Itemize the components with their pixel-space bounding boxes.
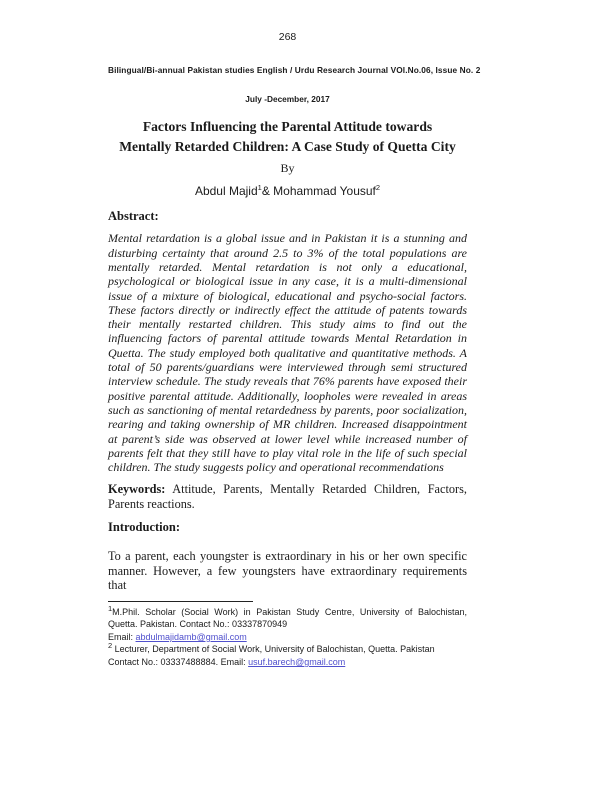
author-2-footnote-ref: 2 [375,183,381,193]
footnote-2-email-link[interactable]: usuf.barech@gmail.com [248,656,346,667]
issue-date: July -December, 2017 [245,94,330,104]
page-number: 268 [278,31,297,43]
footnote-1 [108,603,467,644]
abstract-heading: Abstract: [108,209,159,224]
footnote-1-marker: 1 [108,603,113,613]
journal-header: Bilingual/Bi-annual Pakistan studies English / Urdu Research Journal VOl.No.06, Issue No. 2 [108,65,481,75]
keywords-line [108,482,467,511]
byline: By [280,161,295,176]
footnote-1-email-label: Email: [108,631,136,642]
author-separator: & [261,184,274,199]
footnote-2-body: Lecturer, Department of Social Work, University of Balochistan, Quetta. Pakistan Contact No.: 03337488884. Email: [108,644,435,667]
footnote-2-marker: 2 [108,641,113,651]
author-2-name: Mohammad Yousuf [273,184,376,199]
introduction-text: To a parent, each youngster is extraordinary in his or her own specific manner. However, a few youngsters have extraordinary requirements that [108,549,467,593]
footnotes-block [108,603,467,669]
footnote-1-email-line [108,631,467,644]
footnote-1-body: M.Phil. Scholar (Social Work) in Pakistan Study Centre, University of Balochistan, Quetta. Pakistan. Contact No.: 03337870949 [108,606,467,630]
footnote-separator-rule [108,601,253,602]
author-1-name: Abdul Majid [194,184,258,199]
author-1-footnote-ref: 1 [257,183,262,193]
footnote-1-email-link[interactable]: abdulmajidamb@gmail.com [135,631,247,642]
article-title: Factors Influencing the Parental Attitude towards Mentally Retarded Children: A Case Study of Quetta City [119,119,456,154]
introduction-heading: Introduction: [108,520,181,535]
authors-line [108,184,467,198]
footnote-1-text [108,603,467,631]
abstract-text: Mental retardation is a global issue and in Pakistan it is a stunning and disturbing certainty that around 2.5 to 3% of the total populations are mentally retarded. Mental retardation is not only a educational, psychological or biological issue in any case, it is a multi-dimensional issue of a mixture of biological, educational and psycho-social factors. These factors directly or indirectly effect the attitude of patents towards their mentally restarted children. This study aims to find out the influencing factors of parental attitude towards Mental Retardation in Quetta. The study employed both qualitative and quantitative methods. A total of 50 parents/guardians were interviewed through semi structured interview schedule. The study reveals that 76% parents have exposed their positive parental attitude. Additionally, loopholes were revealed in areas such as sanctioning of mental retardedness by parents, poor socialization, rearing and taking ownership of MR children. Increased disappointment at parent’s side was observed at lower level while increased number of parents felt that they still have to play vital role in the life of such special children. The study suggests policy and operational recommendations [108,231,467,475]
keywords-text: Attitude, Parents, Mentally Retarded Children, Factors, Parents reactions. [108,482,467,511]
keywords-label: Keywords: [108,482,166,497]
footnote-2 [108,643,467,668]
